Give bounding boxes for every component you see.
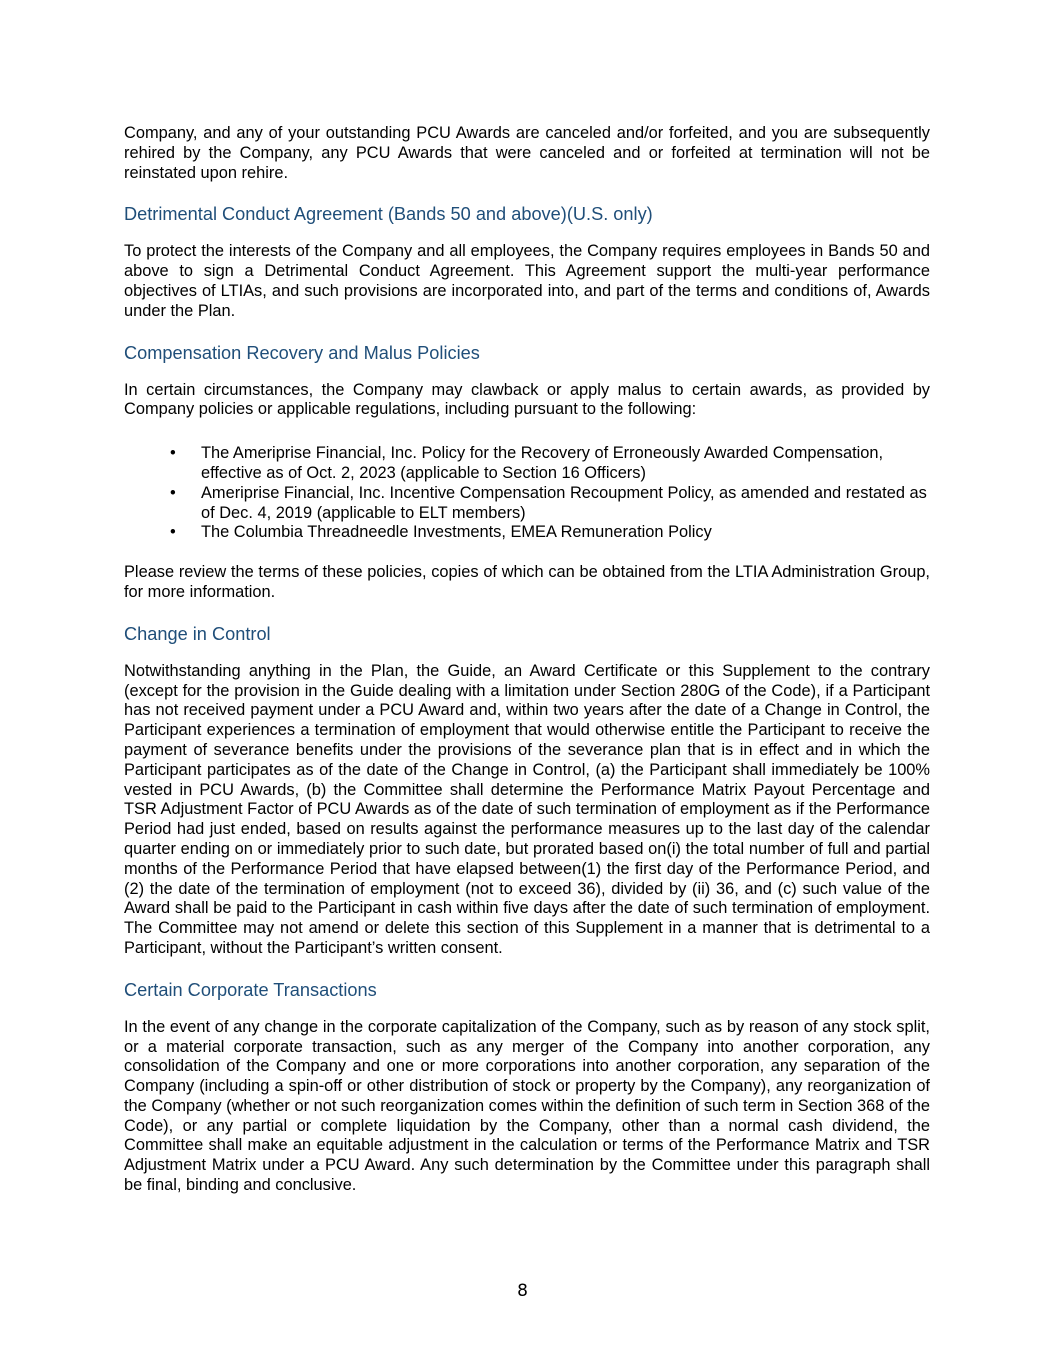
heading-detrimental-conduct: Detrimental Conduct Agreement (Bands 50 and above)(U.S. only) (124, 204, 653, 225)
corporate-transactions-paragraph: In the event of any change in the corporate capitalization of the Company, such as by reason of any stock split, or a material corporate transaction, such as any merger of the Company into another corporation, any consolidation of the Company and one or more corporations into another corporation, any separation of the Company (including a spin-off or other distribution of stock or property by the Company), any reorganization of the Company (whether or not such reorganization comes within the definition of such term in Section 368 of the Code), or any partial or complete liquidation by the Company, other than a normal cash dividend, the Committee shall make an equitable adjustment in the calculation or terms of the Performance Matrix and TSR Adjustment Matrix under a PCU Award. Any such determination by the Committee under this paragraph shall be final, binding and conclusive. (124, 1017, 930, 1195)
heading-change-in-control: Change in Control (124, 623, 271, 644)
policy-text: Ameriprise Financial, Inc. Incentive Compensation Recoupment Policy, as amended and restated as of Dec. 4, 2019 (applicable to ELT members) (201, 483, 927, 522)
bullet-icon: • (170, 483, 176, 502)
recovery-intro-paragraph: In certain circumstances, the Company may clawback or apply malus to certain awards, as provided by Company policies or applicable regulations, including pursuant to the following: (124, 380, 930, 419)
bullet-icon: • (170, 523, 176, 542)
intro-paragraph: Company, and any of your outstanding PCU Awards are canceled and/or forfeited, and you are subsequently rehired by the Company, any PCU Awards that were canceled and or forfeited at termination will not be reinstated upon rehire. (124, 124, 930, 182)
bullet-icon: • (170, 444, 176, 463)
change-in-control-paragraph: Notwithstanding anything in the Plan, the Guide, an Award Certificate or this Supplement to the contrary (except for the provision in the Guide dealing with a limitation under Section 280G of the Code), if a Participant has not received payment under a PCU Award and, within two years after the date of a Change in Control, the Participant experiences a termination of employment that would otherwise entitle the Participant to receive the payment of severance benefits under the provisions of the severance plan that is in effect and in which the Participant participates as of the date of the Change in Control, (a) the Participant shall immediately be 100% vested in PCU Awards, (b) the Committee shall determine the Performance Matrix Payout Percentage and TSR Adjustment Factor of PCU Awards as of the date of such termination of employment as if the Performance Period had just ended, based on results against the performance measures up to the last day of the calendar quarter ending on or immediately prior to such date, but prorated based on(i) the total number of full and partial months of the Performance Period that have elapsed between(1) the first day of the Performance Period, and (2) the date of the termination of employment (not to exceed 36), divided by (ii) 36, and (c) such value of the Award shall be paid to the Participant in cash within five days after the date of such termination of employment. The Committee may not amend or delete this section of this Supplement in a manner that is detrimental to a Participant, without the Participant’s written consent. (124, 661, 930, 957)
heading-compensation-recovery: Compensation Recovery and Malus Policies (124, 342, 480, 363)
page-number: 8 (517, 1281, 528, 1301)
policy-text: The Columbia Threadneedle Investments, EMEA Remuneration Policy (201, 523, 712, 542)
policy-text: The Ameriprise Financial, Inc. Policy for the Recovery of Erroneously Awarded Compensation, effective as of Oct. 2, 2023 (applicable to Section 16 Officers) (201, 444, 884, 482)
list-item (124, 523, 930, 543)
recovery-review-paragraph: Please review the terms of these policies, copies of which can be obtained from the LTIA Administration Group, for more information. (124, 563, 930, 601)
policy-list (124, 444, 930, 543)
document-page (124, 124, 930, 1196)
detrimental-conduct-paragraph: To protect the interests of the Company and all employees, the Company requires employees in Bands 50 and above to sign a Detrimental Conduct Agreement. This Agreement support the multi-year performance objectives of LTIAs, and such provisions are incorporated into, and part of the terms and conditions of, Awards under the Plan. (124, 242, 930, 320)
list-item (124, 444, 930, 484)
heading-corporate-transactions: Certain Corporate Transactions (124, 979, 377, 1000)
list-item (124, 484, 930, 524)
